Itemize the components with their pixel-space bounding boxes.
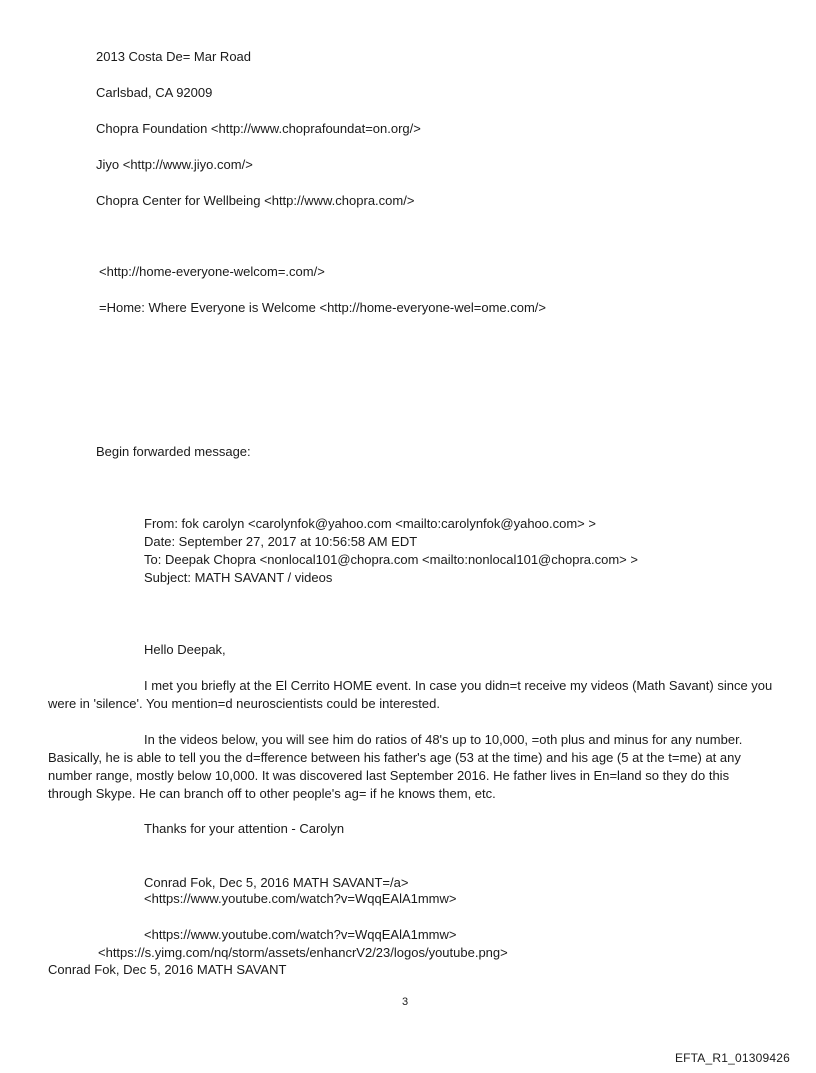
paragraph-2-text: In the videos below, you will see him do ratios of 48's up to 10,000, =oth plus and minus for any number. Basically, he is able to tell you the d=fference between his father's age (53 at the time) and his age (5 at the t=me) at any number range, mostly below 10,000. It was discovered last September 2016. He father lives in En=land so they do this through Skype. He can branch off to other people's ag= if he knows them, etc. xyxy=(48,732,743,801)
video-link-2[interactable]: <https://www.youtube.com/watch?v=WqqEAlA1mmw> xyxy=(144,927,457,942)
video-caption: Conrad Fok, Dec 5, 2016 MATH SAVANT xyxy=(48,962,287,977)
paragraph-2 xyxy=(48,731,776,803)
address-line-2: Carlsbad, CA 92009 xyxy=(96,85,213,100)
link-chopra-center[interactable]: Chopra Center for Wellbeing <http://www.chopra.com/> xyxy=(96,193,415,208)
header-date: Date: September 27, 2017 at 10:56:58 AM EDT xyxy=(144,534,418,549)
address-line-1: 2013 Costa De= Mar Road xyxy=(96,49,252,64)
forwarded-label: Begin forwarded message: xyxy=(96,444,251,459)
greeting: Hello Deepak, xyxy=(144,642,226,657)
link-home-where-everyone[interactable]: =Home: Where Everyone is Welcome <http://home-everyone-wel=ome.com/> xyxy=(99,300,547,315)
header-subject: Subject: MATH SAVANT / videos xyxy=(144,570,333,585)
header-to: To: Deepak Chopra <nonlocal101@chopra.com <mailto:nonlocal101@chopra.com> > xyxy=(144,552,638,567)
paragraph-1 xyxy=(48,677,776,713)
link-jiyo[interactable]: Jiyo <http://www.jiyo.com/> xyxy=(96,157,253,172)
link-chopra-foundation[interactable]: Chopra Foundation <http://www.choprafoundat=on.org/> xyxy=(96,121,421,136)
header-from: From: fok carolyn <carolynfok@yahoo.com <mailto:carolynfok@yahoo.com> > xyxy=(144,516,596,531)
paragraph-1-text: I met you briefly at the El Cerrito HOME event. In case you didn=t receive my videos (Math Savant) since you were in 'silence'. You mention=d neuroscientists could be interested. xyxy=(48,678,773,711)
video-link-1[interactable]: <https://www.youtube.com/watch?v=WqqEAlA1mmw> xyxy=(144,891,457,906)
link-home-url[interactable]: <http://home-everyone-welcom=.com/> xyxy=(99,264,325,279)
video-title: Conrad Fok, Dec 5, 2016 MATH SAVANT=/a> xyxy=(144,875,409,890)
document-id: EFTA_R1_01309426 xyxy=(674,1051,790,1065)
page-number: 3 xyxy=(402,996,409,1008)
thanks-line: Thanks for your attention - Carolyn xyxy=(144,821,345,836)
youtube-logo-link[interactable]: <https://s.yimg.com/nq/storm/assets/enhancrV2/23/logos/youtube.png> xyxy=(98,945,508,960)
